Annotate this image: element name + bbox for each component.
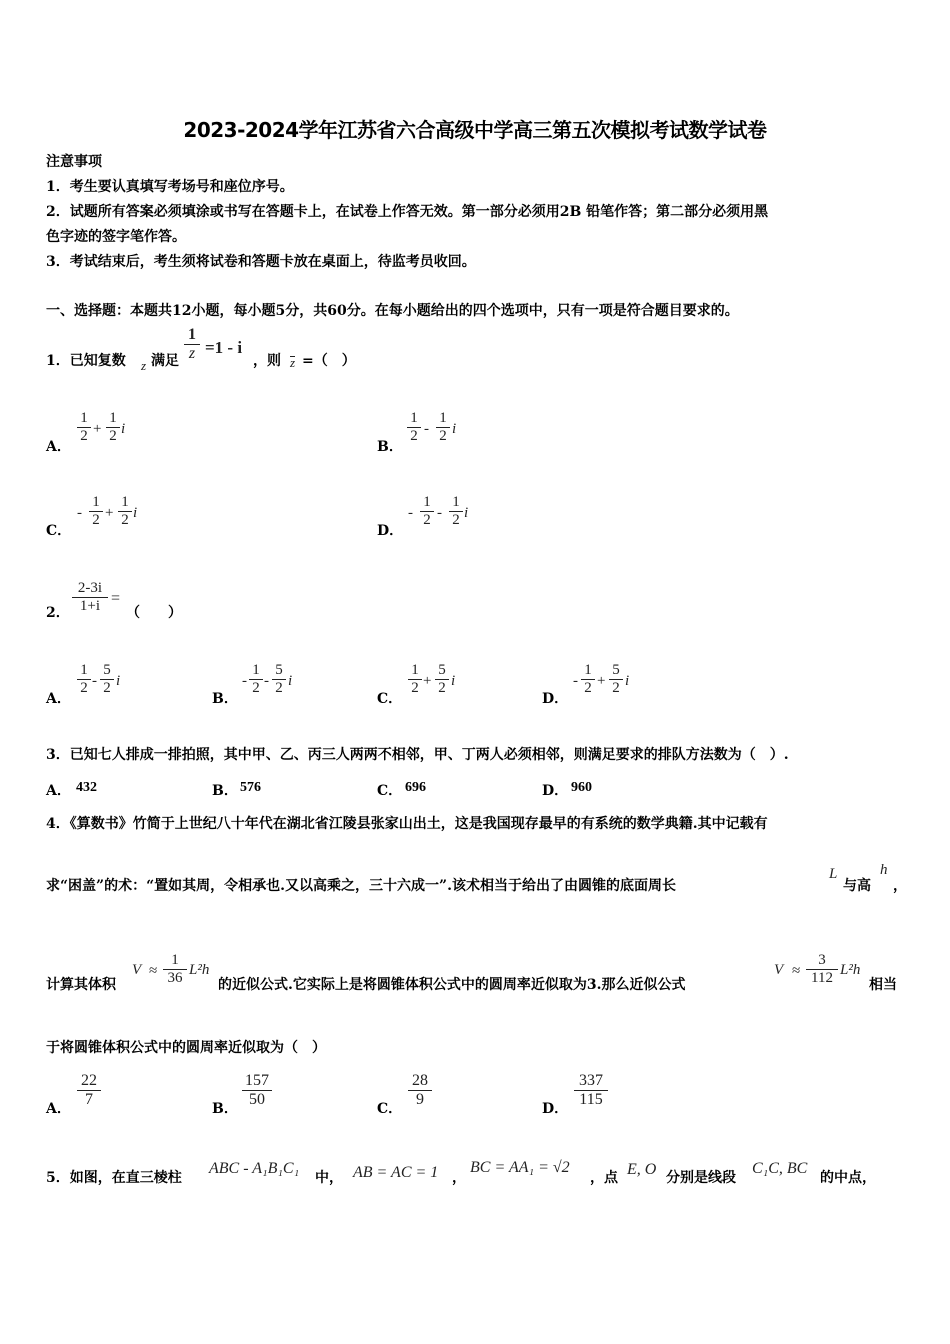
q2-option-b-label: B．	[212, 691, 238, 707]
q4-var-h: h	[880, 862, 888, 878]
q5-prism: ABC - A₁B₁C₁	[209, 1160, 300, 1177]
q5-in: 中，	[315, 1170, 343, 1186]
q4-line-1: 4．《算数书》竹简于上世纪八十年代在湖北省江陵县张家山出土，这是我国现存最早的有系统的数学典籍.其中记载有	[46, 816, 768, 832]
notice-item-2: 2．试题所有答案必须填涂或书写在答题卡上，在试卷上作答无效。第一部分必须用2B 铅笔作答；第二部分必须用黑	[46, 204, 769, 220]
q5-segments: C₁C, BC	[752, 1160, 808, 1177]
q1-zbar: z	[290, 355, 296, 370]
q4-f2-fraction: $\frac{3}{112}$	[806, 952, 838, 987]
notice-item-1: 1．考生要认真填写考场号和座位序号。	[46, 179, 294, 195]
q5-prefix: 5．如图，在直三棱柱	[46, 1170, 182, 1186]
q4-line-2-end: ，	[893, 878, 907, 894]
q1-option-d-label: D．	[377, 523, 404, 539]
q4-f1-fraction: $\frac{1}{36}$	[163, 952, 187, 987]
q4-line-3b: 的近似公式.它实际上是将圆锥体积公式中的圆周率近似取为3.那么近似公式	[218, 977, 686, 993]
q1-option-b-label: B．	[377, 439, 403, 455]
q1-var-z: z	[141, 358, 147, 373]
notice-heading: 注意事项	[46, 154, 102, 170]
q1-rhs: =1 - i	[205, 338, 243, 357]
q5-respectively: 分别是线段	[666, 1170, 736, 1186]
q2-prefix: 2．	[46, 605, 70, 621]
question-3: 3．已知七人排成一排拍照，其中甲、乙、丙三人两两不相邻，甲、丁两人必须相邻，则满足要求的排队方法数为（ ）.	[46, 747, 789, 763]
q1-fraction: $\frac{1}{z}$	[184, 326, 200, 363]
q4-f1-V: V	[132, 962, 142, 978]
q2-option-a-label: A．	[46, 691, 71, 707]
q4-f1-approx: ≈	[149, 963, 158, 979]
q2-fraction: $\frac{2-3i}{1+i}$	[72, 580, 108, 615]
q5-eq-1: AB = AC = 1	[353, 1164, 439, 1181]
q5-point: ，点	[590, 1170, 618, 1186]
q4-line-4: 于将圆锥体积公式中的圆周率近似取为（ ）	[46, 1040, 326, 1056]
notice-item-3: 3．考试结束后，考生须将试卷和答题卡放在桌面上，待监考员收回。	[46, 254, 476, 270]
q4-f2-V: V	[774, 962, 784, 978]
q5-points: E, O	[627, 1161, 657, 1178]
q4-f2-approx: ≈	[792, 963, 801, 979]
exam-title: 2023-2024学年江苏省六合高级中学高三第五次模拟考试数学试卷	[183, 118, 767, 142]
q1-tail: =（ ）	[302, 353, 356, 369]
q4-f1-tail: L²h	[189, 962, 210, 978]
q4-f2-tail: L²h	[840, 962, 861, 978]
q1-prefix: 1．已知复数	[46, 353, 126, 369]
q4-line-3a: 计算其体积	[46, 977, 116, 993]
q2-option-c-label: C．	[377, 691, 403, 707]
q1-option-c-label: C．	[46, 523, 72, 539]
q1-satisfies: 满足	[151, 353, 179, 369]
q1-then: ，则	[253, 353, 281, 369]
q5-comma-1: ，	[452, 1170, 466, 1186]
q4-line-2: 求“困盖”的术：“置如其周，令相承也.又以高乘之，三十六成一”.该术相当于给出了由圆锥的底面周长	[46, 878, 676, 894]
q5-tail: 的中点，	[820, 1170, 876, 1186]
q2-tail: （ ）	[126, 605, 182, 621]
q5-eq-2: BC = AA₁ = √2	[470, 1159, 570, 1176]
q4-var-L: L	[829, 866, 838, 882]
q2-option-d-label: D．	[542, 691, 569, 707]
q2-equals: =	[111, 590, 121, 607]
section-heading: 一、选择题：本题共12小题，每小题5分，共60分。在每小题给出的四个选项中，只有一项是符合题目要求的。	[46, 303, 739, 319]
notice-item-2-cont: 色字迹的签字笔作答。	[46, 229, 186, 245]
q1-option-a-label: A．	[46, 439, 71, 455]
q4-and-height: 与高	[843, 878, 871, 894]
q4-line-3c: 相当	[869, 977, 897, 993]
